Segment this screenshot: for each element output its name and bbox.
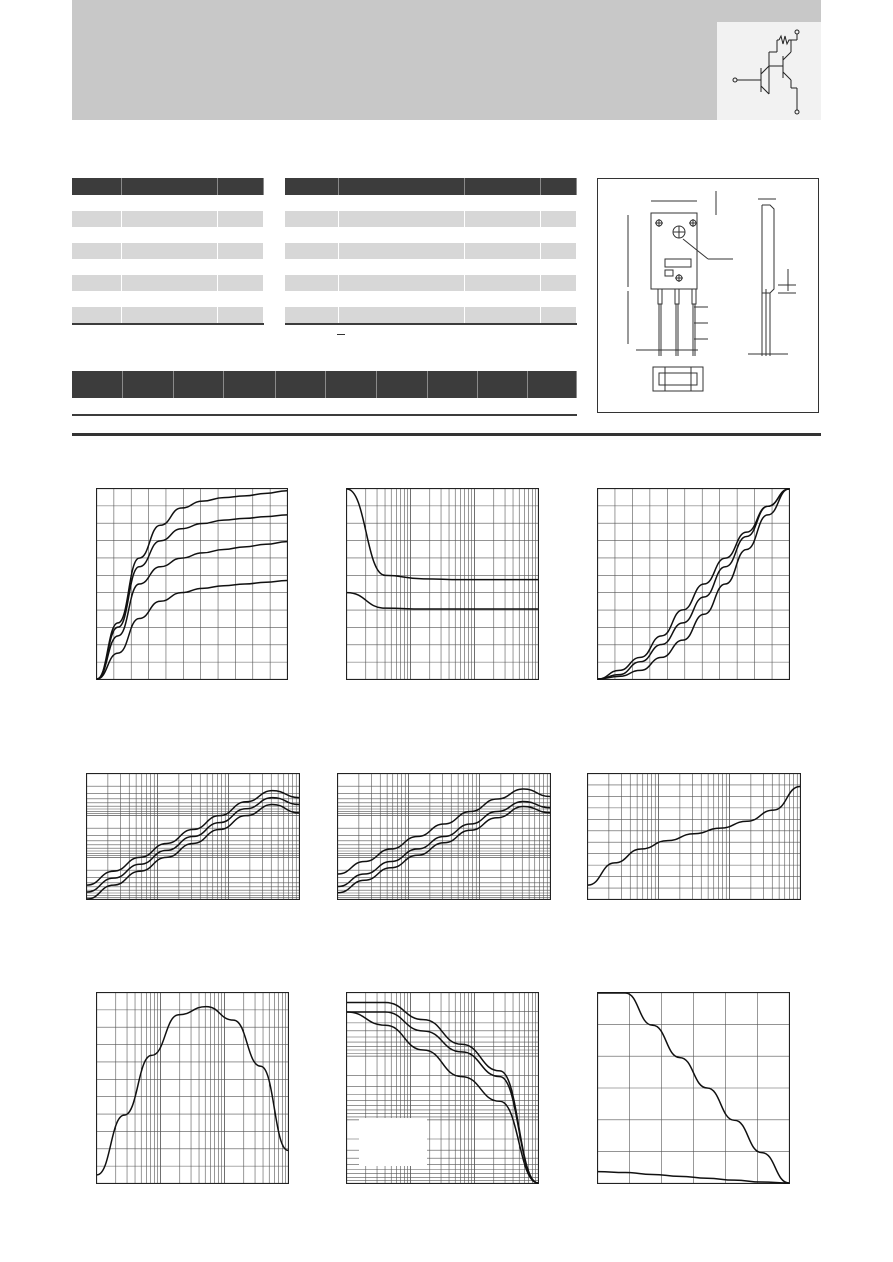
plot-frame: [588, 774, 801, 900]
chart-hfe-vs-ic-1: [86, 773, 300, 900]
table-row: [72, 243, 263, 259]
series-line-1: [347, 489, 538, 580]
table-header-row: [285, 178, 576, 195]
grid: [597, 488, 790, 680]
series-line-3: [87, 805, 299, 899]
table-row: [72, 291, 263, 307]
table-row: [285, 211, 576, 227]
chart-2-plot: [346, 488, 539, 680]
table-row: [285, 259, 576, 275]
table-row: [285, 195, 576, 211]
grid: [96, 992, 289, 1184]
header-band: [72, 0, 821, 120]
chart-9-plot: [597, 992, 790, 1184]
electrical-characteristics-table: [285, 178, 577, 325]
grid: [597, 992, 790, 1184]
package-outline-drawing: [597, 178, 819, 413]
plot-frame: [598, 489, 790, 680]
chart-ft-vs-ic: [96, 992, 289, 1184]
series-line-3: [97, 515, 287, 679]
series-line-2: [338, 802, 550, 887]
series-line-4: [97, 491, 287, 679]
hfe-rank-table: [72, 371, 577, 416]
table-row: [72, 259, 263, 275]
series-line-1: [97, 1007, 288, 1175]
darlington-circuit-icon: [717, 22, 821, 120]
to3p-package-icon: [598, 179, 818, 412]
series-line-2: [347, 593, 538, 609]
overline-mark: [337, 334, 345, 335]
chart-saturation-voltage: [346, 488, 539, 680]
table-row: [72, 195, 263, 211]
table-row: [72, 398, 576, 415]
table-row: [285, 291, 576, 307]
table-row: [285, 307, 576, 324]
series-line-1: [588, 787, 800, 886]
table-header-row: [72, 178, 263, 195]
table-row: [72, 227, 263, 243]
chart-1-plot: [96, 488, 288, 680]
chart-3-plot: [597, 488, 790, 680]
chart-7-plot: [96, 992, 289, 1184]
table-header-row: [72, 371, 576, 398]
series-line-2: [598, 489, 789, 679]
table-row: [72, 211, 263, 227]
table-row: [72, 307, 263, 324]
chart-5-plot: [337, 773, 551, 900]
series-line-3: [338, 807, 550, 893]
chart-pc-derating: [597, 992, 790, 1184]
table-row: [285, 243, 576, 259]
grid: [346, 488, 539, 680]
chart-hfe-vs-ic-2: [337, 773, 551, 900]
chart-6-plot: [587, 773, 801, 900]
table-row: [285, 227, 576, 243]
table-row: [285, 275, 576, 291]
series-line-3: [598, 489, 789, 679]
chart-safe-operating-area: [346, 992, 539, 1184]
plot-frame: [97, 993, 289, 1184]
chart-4-plot: [86, 773, 300, 900]
chart-output-characteristics: [96, 488, 288, 680]
series-line-1: [97, 581, 287, 679]
section-divider: [72, 433, 821, 436]
soa-label-box: [359, 1118, 427, 1166]
chart-transfer-characteristics: [597, 488, 790, 680]
table-row: [72, 275, 263, 291]
absolute-max-table: [72, 178, 264, 325]
circuit-box: [717, 22, 821, 120]
grid: [587, 773, 801, 900]
chart-thermal-resistance: [587, 773, 801, 900]
plot-frame: [347, 489, 539, 680]
series-line-1: [598, 489, 789, 679]
